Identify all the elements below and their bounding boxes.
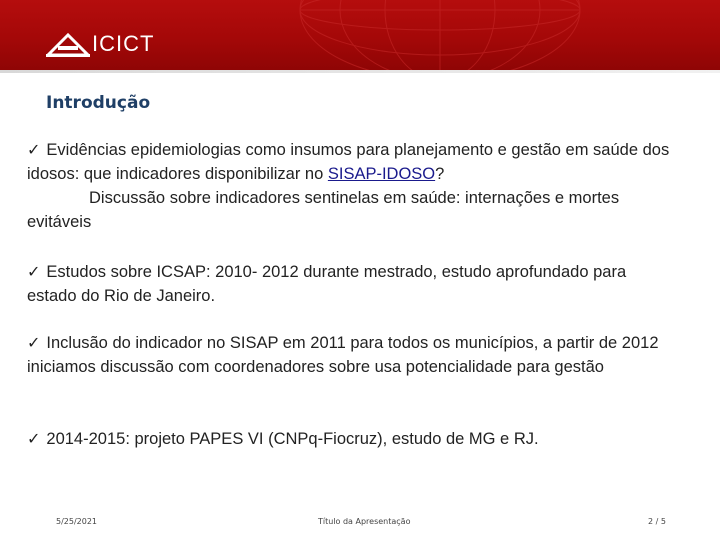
bullet-item bbox=[27, 260, 677, 308]
icict-logo bbox=[46, 30, 154, 58]
checkmark-icon: ✓ bbox=[27, 140, 41, 159]
checkmark-icon: ✓ bbox=[27, 333, 41, 352]
bullet-item bbox=[27, 331, 677, 379]
checkmark-icon: ✓ bbox=[27, 429, 41, 448]
footer-presentation-title: Título da Apresentação bbox=[318, 517, 411, 526]
bullet-text: Evidências epidemiologias como insumos para planejamento e gestão em saúde dos idosos: que indicadores disponibilizar no bbox=[27, 141, 670, 183]
icict-logo-icon bbox=[46, 31, 90, 57]
bullet-text-end: ? bbox=[435, 165, 445, 183]
bullet-text: 2014-2015: projeto PAPES VI (CNPq-Fiocruz), estudo de MG e RJ. bbox=[46, 430, 539, 448]
bullet-text: Estudos sobre ICSAP: 2010- 2012 durante mestrado, estudo aprofundado para estado do Rio de Janeiro. bbox=[27, 263, 627, 305]
sisap-idoso-link[interactable]: SISAP-IDOSO bbox=[327, 165, 436, 183]
logo-text: ICICT bbox=[92, 31, 155, 56]
header-divider bbox=[0, 70, 720, 73]
bullet-text-secondary: Discussão sobre indicadores sentinelas em saúde: internações e mortes evitáveis bbox=[27, 189, 620, 231]
slide-footer bbox=[0, 517, 720, 531]
checkmark-icon: ✓ bbox=[27, 262, 41, 281]
slide-title: Introdução bbox=[46, 93, 151, 113]
footer-date: 5/25/2021 bbox=[56, 517, 98, 526]
bullet-text: Inclusão do indicador no SISAP em 2011 para todos os municípios, a partir de 2012 iniciamos discussão com coordenadores sobre usa potencialidade para gestão bbox=[27, 334, 659, 376]
slide-header bbox=[0, 0, 720, 70]
footer-page-number: 2 / 5 bbox=[648, 517, 666, 526]
bullet-item bbox=[27, 138, 677, 234]
bullet-item bbox=[27, 427, 677, 451]
